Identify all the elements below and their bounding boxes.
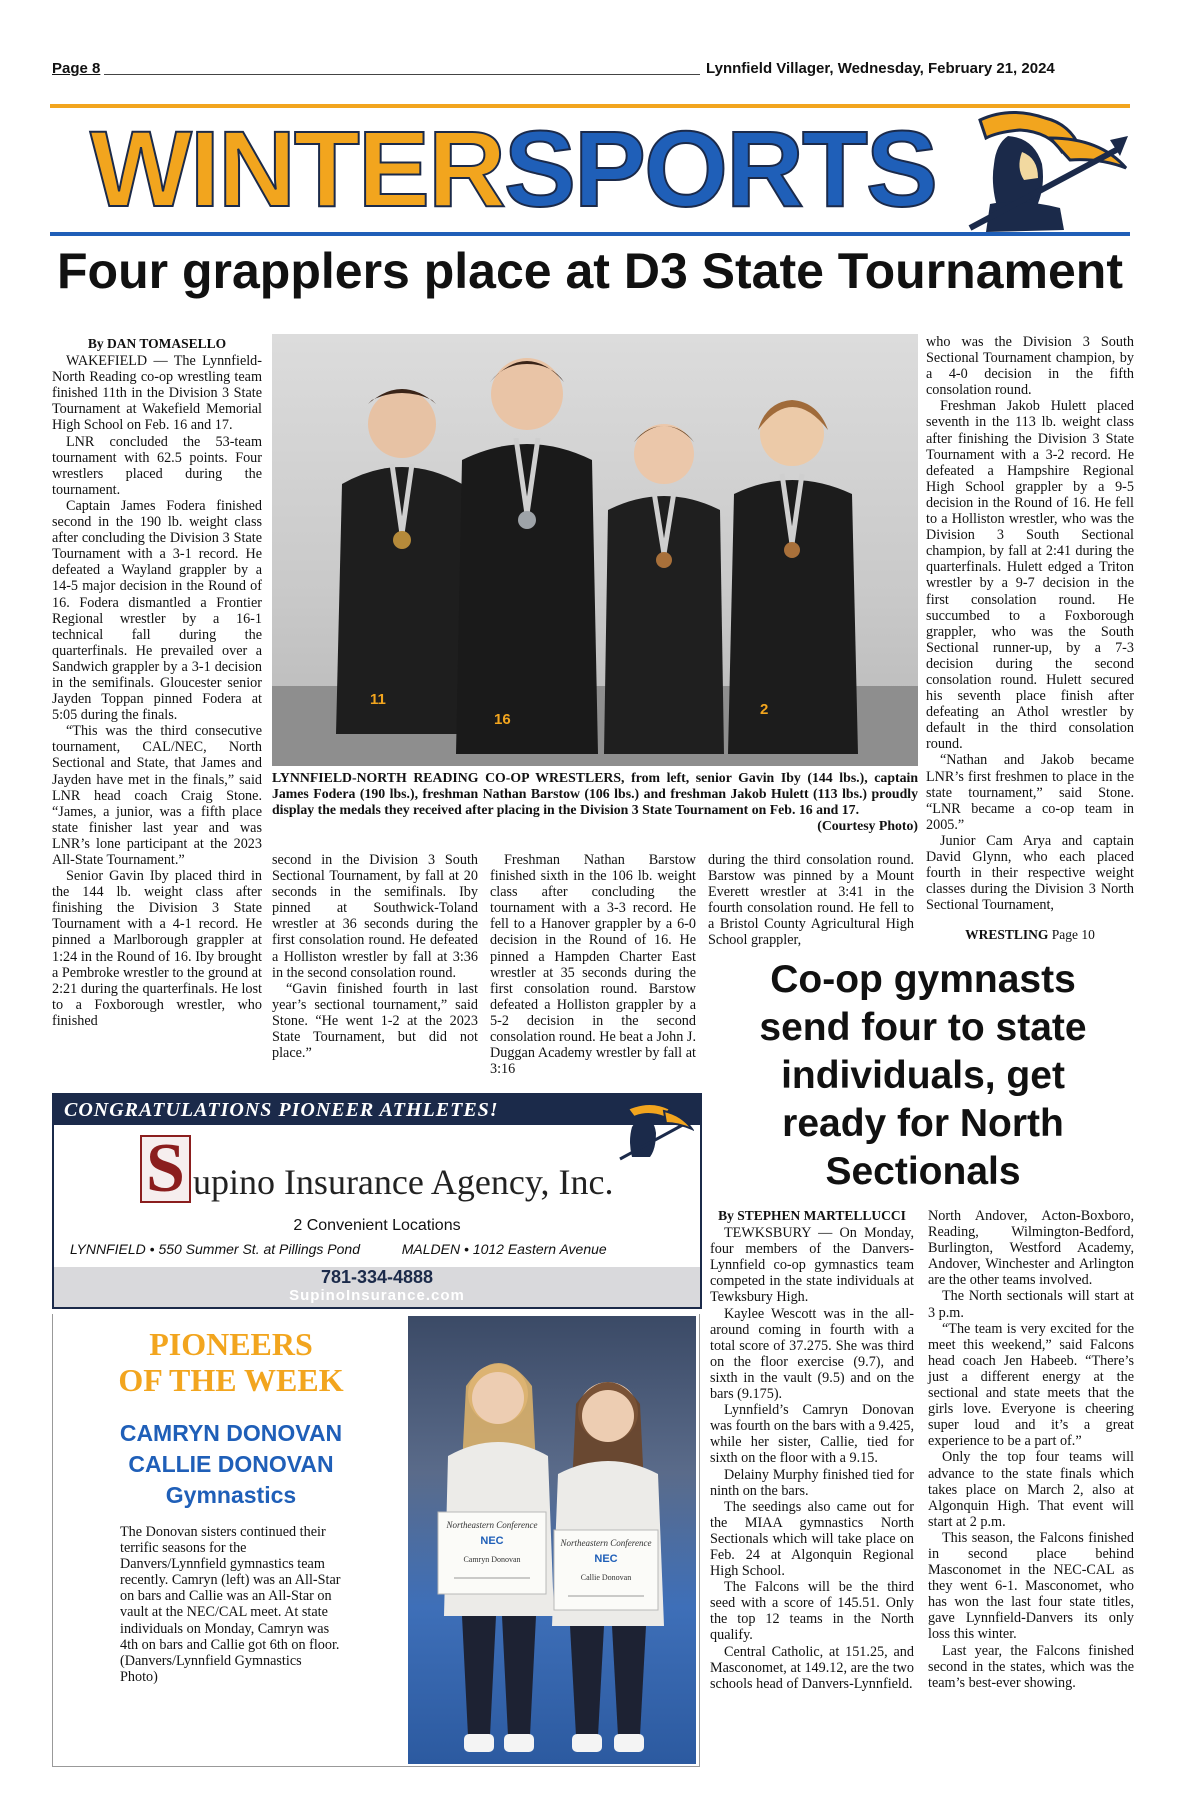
ad-loc1-address: 550 Summer St. at Pillings Pond — [158, 1241, 360, 1257]
ad-loc1-town: LYNNFIELD — [70, 1241, 146, 1257]
gymnastics-paragraph: TEWKSBURY — On Monday, four members of the Danvers-Lynnfield co-op gymnastics team competed in the state individuals at Tewksbury High. — [710, 1225, 914, 1306]
pioneers-body — [120, 1524, 342, 1685]
jump-label: WRESTLING — [965, 927, 1049, 943]
cert-name: Camryn Donovan — [463, 1555, 521, 1564]
wrestling-paragraph: second in the Division 3 South Sectional Tournament, by fall at 20 seconds in the semifinals. Iby pinned at Southwick-Toland wrestler at 36 seconds during the first consolation round. He defeated a Holliston wrestler by fall at 3:36 in the second consolation round. — [272, 852, 478, 981]
wrestling-column-5 — [926, 334, 1134, 943]
banner-winter: WINTER — [90, 108, 504, 229]
gymnastics-headline-line: ready for North — [782, 1102, 1064, 1145]
pioneers-title-line1: PIONEERS — [149, 1326, 313, 1362]
ad-agency-name: upino Insurance Agency, Inc. — [192, 1162, 614, 1202]
ad-mascot-logo — [614, 1099, 694, 1161]
gymnastics-paragraph: The Falcons will be the third seed with a score of 145.51. Only the top 12 teams in the North qualify. — [710, 1579, 914, 1644]
pioneer-name-2: CALLIE DONOVAN — [128, 1451, 334, 1477]
wrestling-paragraph: WAKEFIELD — The Lynnfield-North Reading co-op wrestling team finished 11th in the Division 3 State Tournament at Wakefield Memorial High School on Feb. 16 and 17. — [52, 353, 262, 434]
banner-title — [90, 108, 937, 229]
pioneer-mascot-logo — [950, 108, 1130, 236]
ad-contact-strip[interactable] — [54, 1267, 700, 1307]
gymnastics-headline-line: Co-op gymnasts — [770, 958, 1076, 1001]
ad-phone[interactable]: 781-334-4888 — [320, 1267, 434, 1287]
wrestling-paragraph: Freshman Jakob Hulett placed seventh in the 113 lb. weight class after finishing the Division 3 State Tournament with a 3-2 record. He defeated a Hampshire Regional High School grappler by a 9-5 decision in the Round of 16. He fell to a Holliston wrestler, who was the Division 3 South Sectional champion, by fall at 2:41 during the quarterfinals. Hulett edged a Triton wrestler by a 9-7 decision in the first consolation round. He succumbed to a Foxborough grappler, who was the South Sectional runner-up, by a 7-3 decision during the second consolation round. Hulett secured his seventh place finish after defeating an Athol wrestler by default in the third consolation round. — [926, 398, 1134, 753]
cert-name: Callie Donovan — [580, 1573, 632, 1582]
pioneer-sport: Gymnastics — [165, 1482, 297, 1508]
photo-caption-text: LYNNFIELD-NORTH READING CO-OP WRESTLERS, from left, senior Gavin Iby (144 lbs.), captain James Fodera (190 lbs.), freshman Nathan Barstow (106 lbs.) and freshman Jakob Hulett (113 lbs.) proudly display the medals they received after placing in the Division 3 State Tournament on Feb. 16 and 17. — [272, 770, 918, 817]
gymnastics-paragraph: Last year, the Falcons finished second in the states, which was the team’s best-ever showing. — [928, 1642, 1134, 1691]
gymnastics-byline: By STEPHEN MARTELLUCCI — [718, 1208, 906, 1223]
wrestling-column-4 — [708, 852, 914, 949]
jersey-number: 2 — [760, 701, 769, 718]
gymnastics-paragraph: North Andover, Acton-Boxboro, Reading, Wilmington-Bedford, Burlington, Westford Academy, Andover, Winchester and Arlington are the other teams involved. — [928, 1208, 1134, 1289]
wrestlers-photo-illustration — [272, 334, 918, 766]
cert-badge: NEC — [594, 1553, 618, 1565]
cert-title: Northeastern Conference — [446, 1520, 538, 1530]
wrestlers-photo — [272, 334, 918, 766]
gymnastics-paragraph: Lynnfield’s Camryn Donovan was fourth on the bars with a 9.425, while her sister, Callie, tied for sixth on the floor with a 9.15. — [710, 1402, 914, 1467]
wrestling-headline: Four grapplers place at D3 State Tournament — [57, 243, 1123, 299]
pioneer-name-1: CAMRYN DONOVAN — [119, 1420, 343, 1446]
gymnastics-headline-line: Sectionals — [825, 1150, 1021, 1193]
pioneers-paragraph: The Donovan sisters continued their terrific seasons for the Danvers/Lynnfield gymnastics team recently. Camryn (left) was an All-Star on bars and Callie was an All-Star on vault at the NEC/CAL meet. At state individuals on Monday, Camryn was 4th on bars and Callie got 6th on floor. (Danvers/Lynnfield Gymnastics Photo) — [120, 1524, 341, 1685]
certificate-right — [554, 1530, 658, 1610]
wrestling-paragraph: who was the Division 3 South Sectional Tournament champion, by a 4-0 decision in the fifth consolation round. — [926, 334, 1134, 399]
ad-locations: LYNNFIELD • 550 Summer St. at Pillings Pond MALDEN • 1012 Eastern Avenue — [70, 1241, 607, 1257]
photo-caption — [272, 770, 918, 834]
donovan-sisters-photo — [408, 1316, 696, 1764]
gymnastics-paragraph: Central Catholic, at 151.25, and Masconomet, at 149.12, are the two schools head of Danvers-Lynnfield. — [710, 1643, 914, 1692]
wrestling-paragraph: “Nathan and Jakob became LNR’s first freshmen to place in the state tournament,” said Stone. “LNR became a co-op team in 2005.” — [926, 752, 1134, 833]
ad-website[interactable]: SupinoInsurance.com — [289, 1287, 465, 1304]
gymnastics-paragraph: Only the top four teams will advance to the state finals which takes place on March 2, also at Algonquin High. That event will start at 2 p.m. — [928, 1449, 1134, 1530]
gymnastics-paragraph: Delainy Murphy finished tied for ninth on the bars. — [710, 1466, 914, 1499]
pioneers-names — [56, 1418, 406, 1511]
wrestling-paragraph: Captain James Fodera finished second in the 190 lb. weight class after concluding the Division 3 State Tournament with a 3-1 record. He defeated a Wayland grappler by a 14-5 major decision in the Round of 16. Fodera dismantled a Frontier Regional wrestler by a 16-1 technical fall during the quarterfinals. He prevailed over a Sandwich grappler by a 3-1 decision in the semifinals. Gloucester senior Jayden Toppan pinned Fodera at 5:05 during the finals. — [52, 497, 262, 724]
jump-line[interactable] — [926, 927, 1134, 943]
ad-tagline: 2 Convenient Locations — [293, 1217, 461, 1234]
gymnastics-headline — [710, 956, 1136, 1196]
supino-ad[interactable] — [52, 1093, 702, 1309]
wrestling-paragraph: “This was the third consecutive tournament, CAL/NEC, North Sectional and State, that James and Jayden have met in the finals,” said LNR head coach Craig Stone. “James, a junior, was a fifth place state finisher last year and was LNR’s lone participant at the 2023 All-State Tournament.” — [52, 723, 262, 868]
gymnastics-column-2 — [928, 1208, 1134, 1691]
cert-badge: NEC — [480, 1535, 504, 1547]
wrestling-paragraph: Freshman Nathan Barstow finished sixth in the 106 lb. weight class after concluding the tournament with a 3-3 record. He fell to a Hanover grappler by a 6-0 decision in the Round of 16. He pinned a Hampden Charter East wrestler at 35 seconds during the first consolation round. Barstow defeated a Holliston grappler by a 5-2 decision in the second consolation round. He beat a John J. Duggan Academy wrestler by fall at 3:16 — [490, 852, 696, 1078]
pioneers-title — [56, 1326, 406, 1398]
jump-page: Page 10 — [1051, 927, 1095, 943]
gymnastics-paragraph: Kaylee Wescott was in the all-around coming in fourth with a total score of 37.275. She was third on the floor exercise (9.7), and sixth in the vault (9.5) and on the bars (9.175). — [710, 1305, 914, 1403]
jersey-number: 11 — [370, 691, 386, 708]
wrestling-paragraph: during the third consolation round. Barstow was pinned by a Mount Everett wrestler at 3:41 in the fourth consolation round. He fell to a Bristol County Agricultural High School grappler, — [708, 852, 914, 949]
paper-dateline: Lynnfield Villager, Wednesday, February 21, 2024 — [706, 60, 1055, 77]
banner-sports: SPORTS — [503, 108, 937, 229]
gymnastics-paragraph: This season, the Falcons finished in second place behind Masconomet in the NEC-CAL as they went 6-1. Masconomet, who has won the last four state titles, gave Lynnfield-Danvers its only loss this winter. — [928, 1529, 1134, 1643]
header-rule — [104, 74, 700, 75]
wrestling-paragraph: Senior Gavin Iby placed third in the 144 lb. weight class after finishing the Division 3 State Tournament with a 4-1 record. He pinned a Marlborough grappler at 1:24 in the Round of 16. Iby brought a Pembroke wrestler to the ground at 2:21 during the quarterfinals. He lost to a Foxborough wrestler, who finished — [52, 868, 262, 1029]
gymnastics-headline-line: send four to state — [759, 1006, 1087, 1049]
ad-loc2-town: MALDEN — [401, 1241, 461, 1257]
photo-credit: (Courtesy Photo) — [817, 818, 918, 833]
wrestling-column-1 — [52, 336, 262, 1029]
ad-loc2-address: 1012 Eastern Avenue — [472, 1241, 607, 1257]
wrestling-paragraph: LNR concluded the 53-team tournament with 62.5 points. Four wrestlers placed during the tournament. — [52, 433, 262, 498]
wrestling-column-2 — [272, 852, 478, 1061]
ad-banner: CONGRATULATIONS PIONEER ATHLETES! — [54, 1095, 700, 1125]
wrestling-byline: By DAN TOMASELLO — [87, 336, 227, 351]
gymnastics-paragraph: The North sectionals will start at 3 p.m. — [928, 1288, 1134, 1321]
wrestling-paragraph: “Gavin finished fourth in last year’s sectional tournament,” said Stone. “He went 1-2 at the 2023 State Tournament, but did not place.” — [272, 980, 478, 1062]
pioneers-title-line2: OF THE WEEK — [118, 1362, 344, 1398]
gymnastics-column-1 — [710, 1208, 914, 1692]
ad-initial: S — [140, 1135, 191, 1203]
gymnastics-paragraph: The seedings also came out for the MIAA gymnastics North Sectionals which will take place on Feb. 24 at Algonquin Regional High School. — [710, 1498, 914, 1580]
gymnastics-headline-line: individuals, get — [781, 1054, 1065, 1097]
gymnastics-paragraph: “The team is very excited for the meet this weekend,” said Falcons head coach Jen Habeeb. “There’s just a different energy at the sectional and state meets that the girls love. Everyone is cheering super loud and it’s a great experience to be a part of.” — [928, 1320, 1134, 1450]
certificate-left — [438, 1512, 546, 1594]
ad-logo-row — [140, 1130, 614, 1207]
wrestling-paragraph: Junior Cam Arya and captain David Glynn, who each placed fourth in their respective weight classes during the Division 3 North Sectional Tournament, — [926, 832, 1134, 914]
donovan-photo-illustration — [408, 1316, 696, 1764]
page-number: Page 8 — [52, 60, 101, 77]
cert-title: Northeastern Conference — [560, 1538, 652, 1548]
jersey-number: 16 — [494, 711, 511, 728]
wrestling-column-3 — [490, 852, 696, 1077]
